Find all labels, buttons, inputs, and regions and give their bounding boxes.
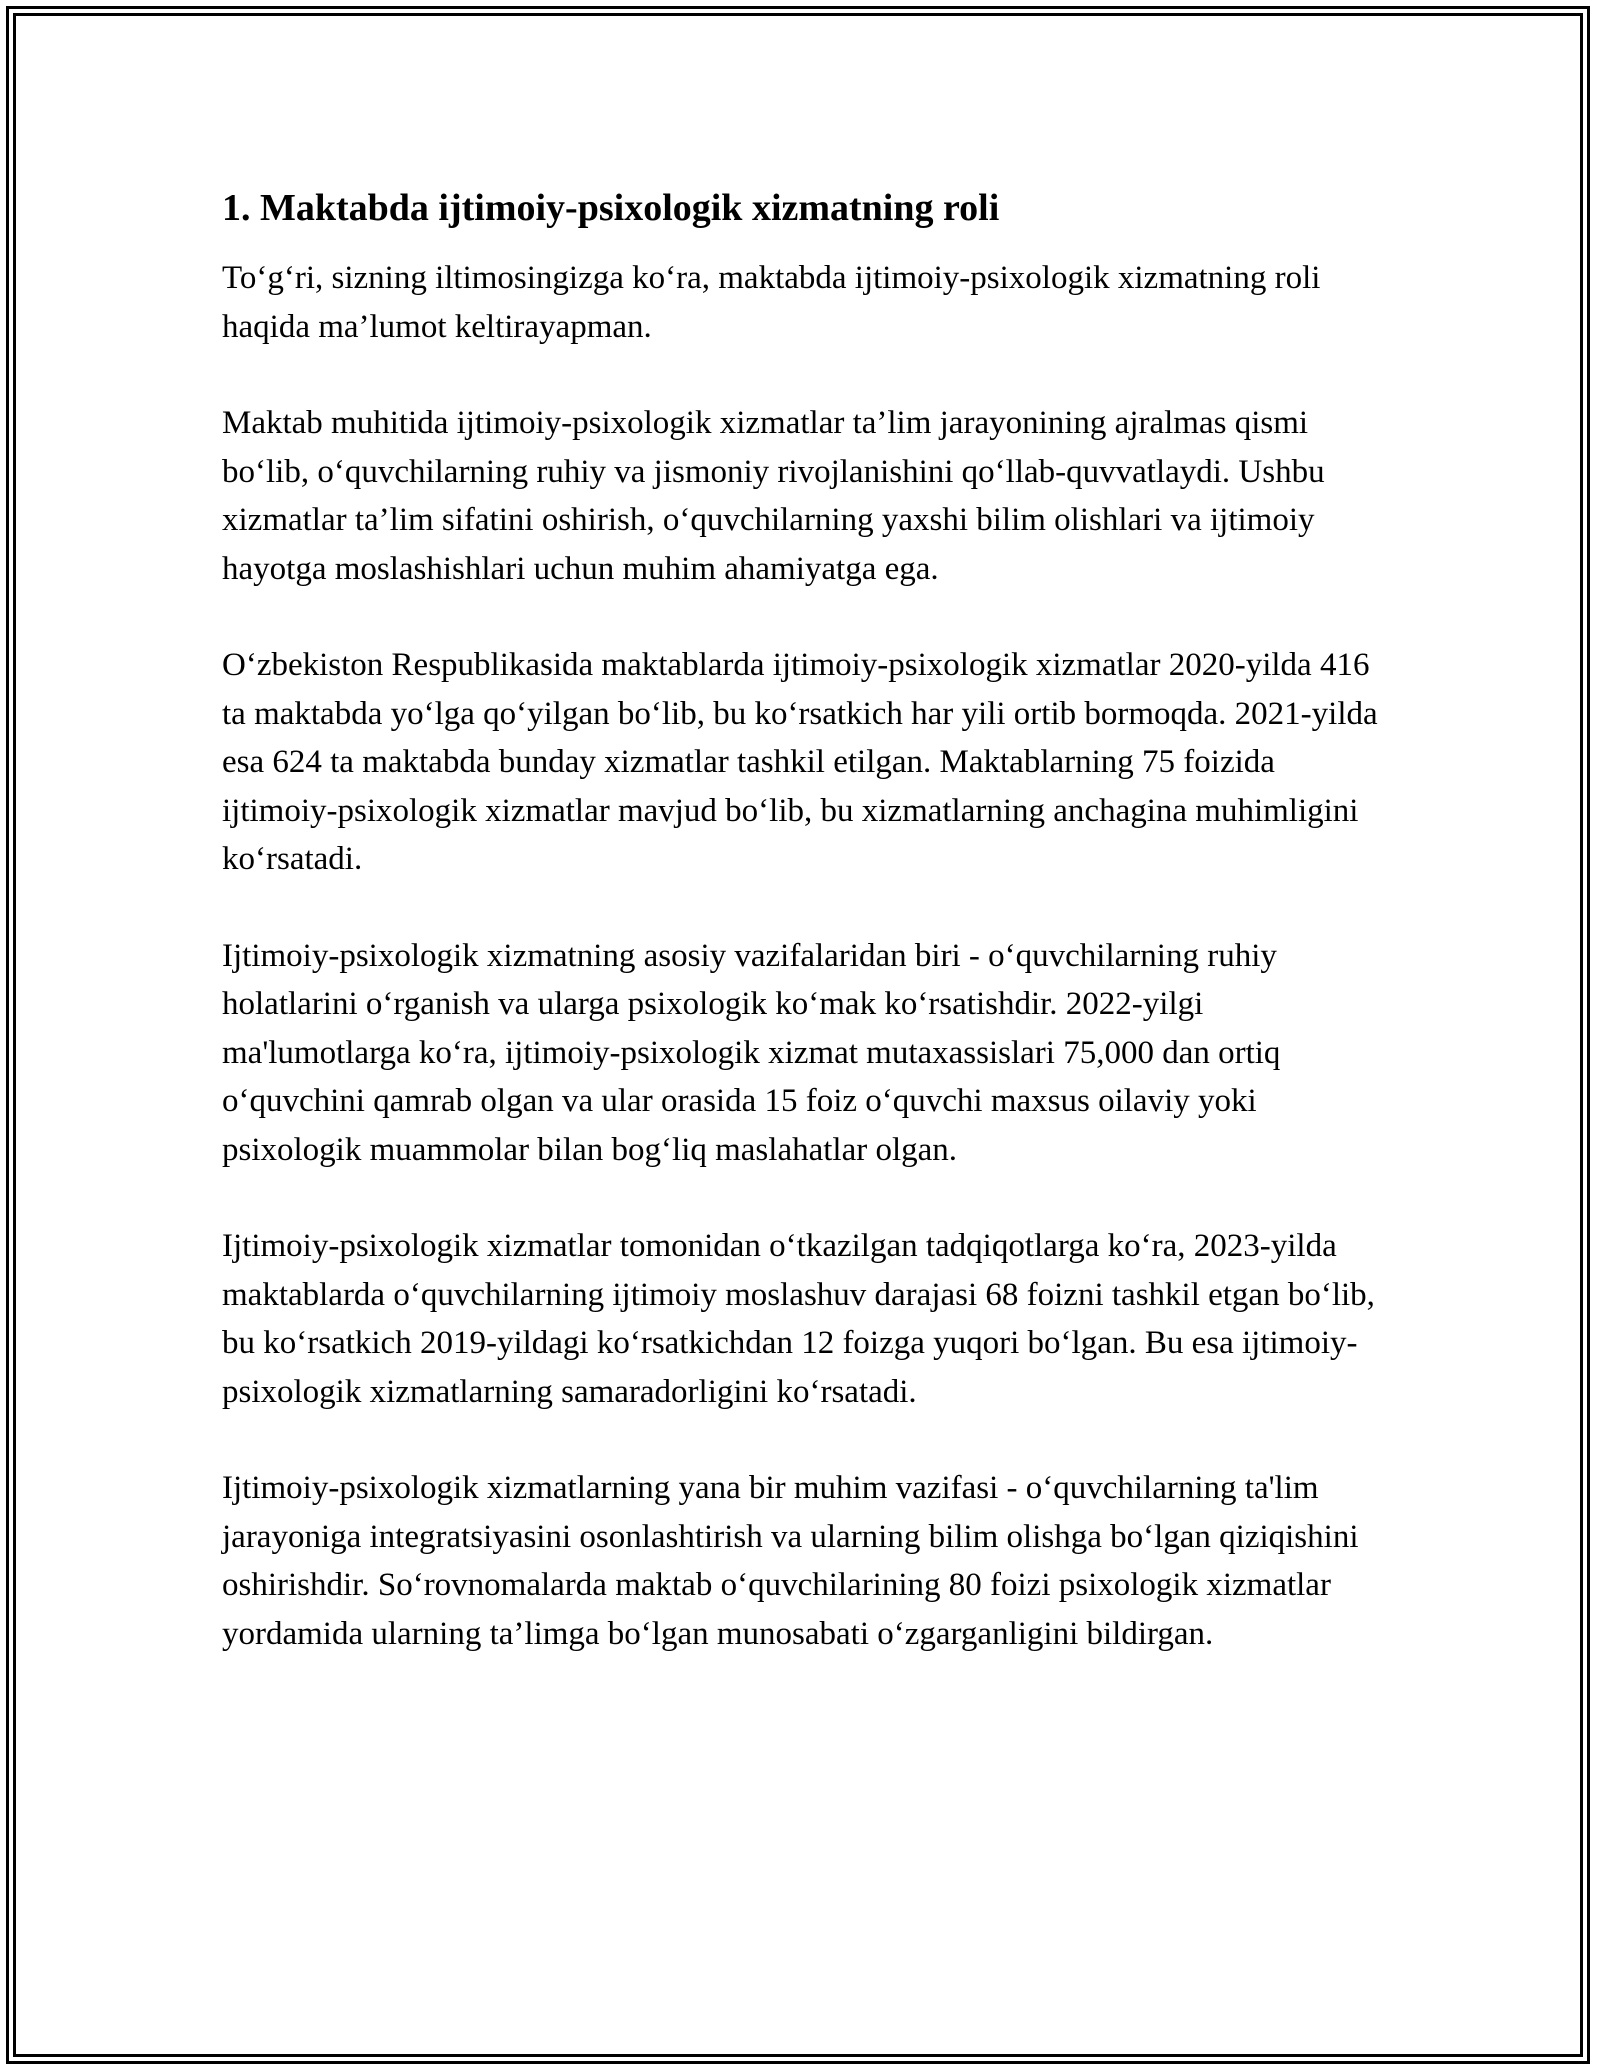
paragraph-uzbekistan-statistics: O‘zbekiston Respublikasida maktablarda ijtimoiy-psixologik xizmatlar 2020-yilda 416 ta maktabda yo‘lga qo‘yilgan bo‘lib, bu ko‘rsatkich har yili ortib bormoqda. 2021-yilda esa 624 ta maktabda bunday xizmatlar tashkil etilgan. Maktablarning 75 foizida ijtimoiy-psixologik xizmatlar mavjud bo‘lib, bu xizmatlarning anchagina muhimligini ko‘rsatadi. xyxy=(222,647,1378,877)
paragraph-intro: To‘g‘ri, sizning iltimosingizga ko‘ra, maktabda ijtimoiy-psixologik xizmatning roli haqida ma’lumot keltirayapman. xyxy=(222,260,1321,345)
paragraph-research-results: Ijtimoiy-psixologik xizmatlar tomonidan o‘tkazilgan tadqiqotlarga ko‘ra, 2023-yilda maktablarda o‘quvchilarning ijtimoiy moslashuv darajasi 68 foizni tashkil etgan bo‘lib, bu ko‘rsatkich 2019-yildagi ko‘rsatkichdan 12 foizga yuqori bo‘lgan. Bu esa ijtimoiy-psixologik xizmatlarning samaradorligini ko‘rsatadi. xyxy=(222,1228,1375,1410)
document-title: 1. Maktabda ijtimoiy-psixologik xizmatning roli xyxy=(222,187,1000,229)
paragraph-integration: Ijtimoiy-psixologik xizmatlarning yana bir muhim vazifasi - o‘quvchilarning ta'lim jarayoniga integratsiyasini osonlashtirish va ularning bilim olishga bo‘lgan qiziqishini oshirishdir. So‘rovnomalarda maktab o‘quvchilarining 80 foizi psixologik xizmatlar yordamida ularning ta’limga bo‘lgan munosabati o‘zgarganligini bildirgan. xyxy=(222,1470,1359,1652)
paragraph-school-environment: Maktab muhitida ijtimoiy-psixologik xizmatlar ta’lim jarayonining ajralmas qismi bo‘lib, o‘quvchilarning ruhiy va jismoniy rivojlanishini qo‘llab-quvvatlaydi. Ushbu xizmatlar ta’lim sifatini oshirish, o‘quvchilarning yaxshi bilim olishlari va ijtimoiy hayotga moslashishlari uchun muhim ahamiyatga ega. xyxy=(222,405,1325,587)
document-body xyxy=(222,184,1382,1706)
paragraph-main-tasks: Ijtimoiy-psixologik xizmatning asosiy vazifalaridan biri - o‘quvchilarning ruhiy holatlarini o‘rganish va ularga psixologik ko‘mak ko‘rsatishdir. 2022-yilgi ma'lumotlarga ko‘ra, ijtimoiy-psixologik xizmat mutaxassislari 75,000 dan ortiq o‘quvchini qamrab olgan va ular orasida 15 foiz o‘quvchi maxsus oilaviy yoki psixologik muammolar bilan bog‘liq maslahatlar olgan. xyxy=(222,937,1281,1168)
